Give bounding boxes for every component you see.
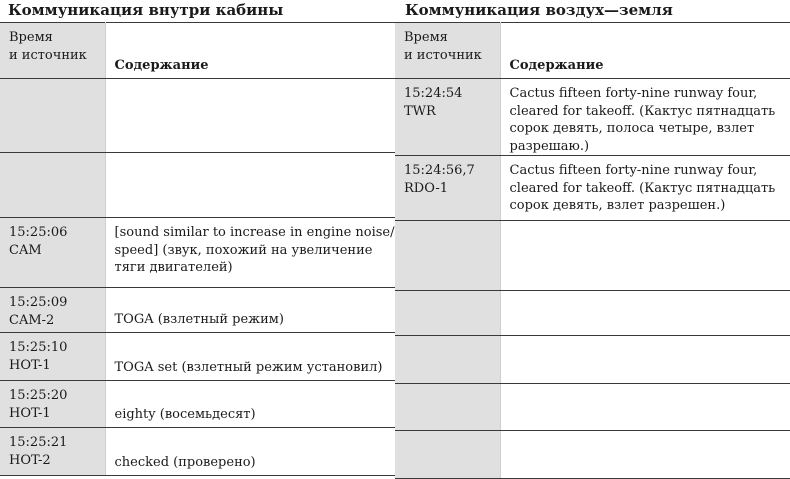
content-cell: Cactus fifteen forty-nine runway four, cleared for takeoff. (Кактус пятнадцать сорок девять, взлет разрешен.): [500, 156, 790, 221]
table-row: [395, 336, 790, 384]
header-content: Содержание: [105, 23, 395, 79]
source: HOT-1: [9, 405, 51, 421]
time-cell: [0, 333, 105, 381]
time: 15:24:54: [404, 86, 463, 101]
table-row: [395, 79, 790, 156]
content-cell: [500, 336, 790, 384]
content-cell: [500, 384, 790, 431]
content-cell: [500, 221, 790, 291]
table-row: [0, 79, 395, 153]
source: CAM: [9, 242, 42, 258]
header-time-line1: Время: [404, 30, 448, 45]
content-cell: [500, 291, 790, 336]
header-content: Содержание: [500, 23, 790, 79]
content-cell: TOGA set (взлетный режим установил): [105, 333, 395, 381]
header-row: [395, 23, 790, 79]
time-cell: [395, 221, 500, 291]
source: HOT-1: [9, 357, 51, 373]
table-row: [0, 288, 395, 333]
content-cell: [500, 431, 790, 479]
content-cell: eighty (восемьдесят): [105, 381, 395, 428]
time: 15:25:21: [9, 435, 68, 450]
header-time-line1: Время: [9, 30, 53, 45]
time: 15:24:56,7: [404, 163, 475, 178]
source: CAM-2: [9, 312, 55, 328]
content-cell: [105, 79, 395, 153]
time-cell: [395, 431, 500, 479]
time-cell: [0, 288, 105, 333]
content-cell: Cactus fifteen forty-nine runway four, cleared for takeoff. (Кактус пятнадцать сорок девять, полоса четыре, взлет разрешаю.): [500, 79, 790, 156]
right-table-title: Коммуникация воздух—земля: [405, 1, 673, 19]
header-time-line2: и источник: [9, 47, 87, 63]
source: TWR: [404, 103, 436, 119]
header-time-line2: и источник: [404, 47, 482, 63]
content-cell: TOGA (взлетный режим): [105, 288, 395, 333]
table-row: [0, 218, 395, 288]
time-cell: [0, 79, 105, 153]
time: 15:25:20: [9, 388, 68, 403]
time-cell: [395, 291, 500, 336]
content-cell: [105, 153, 395, 218]
time-cell: [0, 218, 105, 288]
table-row: [0, 381, 395, 428]
time-cell: [0, 153, 105, 218]
header-time: [395, 23, 500, 79]
header-row: [0, 23, 395, 79]
table-row: [395, 291, 790, 336]
time-cell: [0, 428, 105, 476]
source: HOT-2: [9, 452, 51, 468]
table-row: [0, 333, 395, 381]
time: 15:25:10: [9, 340, 68, 355]
time-cell: [395, 336, 500, 384]
table-row: [0, 153, 395, 218]
content-cell: [sound similar to increase in engine noise/ speed] (звук, похожий на увеличение тяги двигателей): [105, 218, 395, 288]
time: 15:25:06: [9, 225, 68, 240]
table-row: [395, 384, 790, 431]
time-cell: [395, 156, 500, 221]
time-cell: [395, 79, 500, 156]
time-cell: [0, 381, 105, 428]
table-row: [395, 431, 790, 479]
table-row: [0, 428, 395, 476]
header-time: [0, 23, 105, 79]
time-cell: [395, 384, 500, 431]
time: 15:25:09: [9, 295, 68, 310]
table-row: [395, 221, 790, 291]
left-table-title: Коммуникация внутри кабины: [8, 1, 284, 19]
cabin-communication-table: [0, 22, 395, 476]
table-row: [395, 156, 790, 221]
air-ground-communication-table: [395, 22, 790, 479]
source: RDO-1: [404, 180, 449, 196]
content-cell: checked (проверено): [105, 428, 395, 476]
